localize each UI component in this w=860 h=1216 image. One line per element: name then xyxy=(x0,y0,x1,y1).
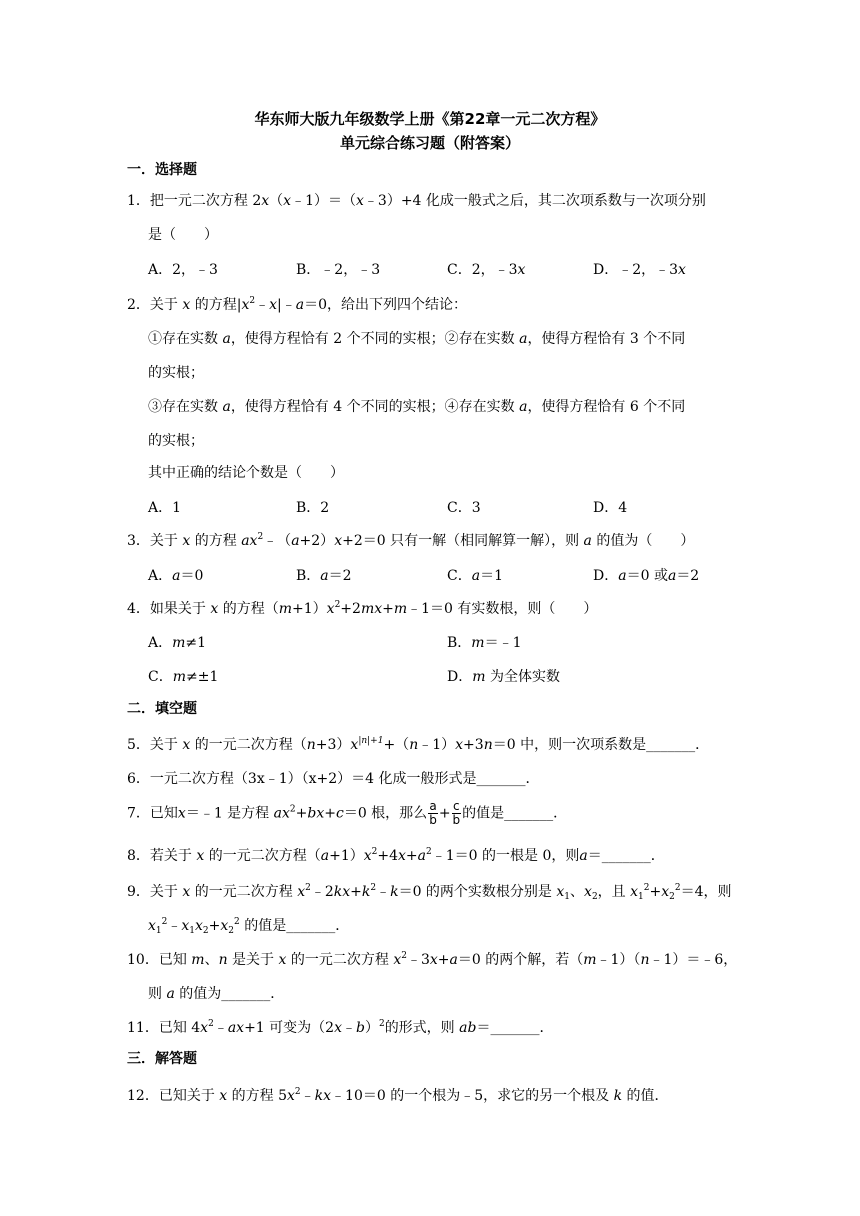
q2-option-c: C．3 xyxy=(447,500,481,516)
q10-stem: 10．已知 m、n 是关于 x 的一元二次方程 $x^2﹣3x+a=0$ 的两个解，若（m﹣1）（n﹣1）＝﹣6， xyxy=(127,951,738,968)
q2-option-a: A．1 xyxy=(148,500,182,516)
section-solve: 三．解答题 xyxy=(127,1051,197,1067)
q1-option-c: C．2，﹣3x xyxy=(447,262,526,278)
q9-stem-2: $x_1^2﹣x_1x_2+x_2^2$ 的值是_______． xyxy=(148,917,350,936)
section-choice: 一．选择题 xyxy=(127,162,197,178)
q1-option-a: A．2，﹣3 xyxy=(148,262,218,278)
q1-stem-2: 是（ ） xyxy=(148,227,218,243)
q4-option-c: C．m≠±1 xyxy=(148,669,219,685)
doc-title-line2: 单元综合练习题（附答案） xyxy=(339,134,520,152)
q2-stem: 2．关于 x 的方程$|x^2﹣x|﹣a=0$，给出下列四个结论： xyxy=(127,296,467,313)
q2-conclusion-line-2: 的实根； xyxy=(148,433,204,449)
q2-conclusion-1-2: ①存在实数 a，使得方程恰有 2 个不同的实根；②存在实数 a，使得方程恰有 3 个不同 xyxy=(148,331,686,347)
q1-option-b: B．﹣2，﹣3 xyxy=(296,262,381,278)
q4-option-a: A．m≠1 xyxy=(148,635,207,651)
q4-stem: 4．如果关于 x 的方程$(m+1)x^2+2mx+m﹣1=0$ 有实数根，则（ ） xyxy=(127,600,598,617)
q12-stem: 12．已知关于 x 的方程 $5x^2﹣kx﹣10=0$ 的一个根为﹣5，求它的另一个根及 k 的值． xyxy=(127,1087,669,1104)
q2-option-d: D．4 xyxy=(593,500,628,516)
q2-option-b: B．2 xyxy=(296,500,330,516)
q2-question: 其中正确的结论个数是（ ） xyxy=(148,465,344,481)
q3-option-c: C．a＝1 xyxy=(447,568,503,584)
fraction-a-over-b: $\frac{a}{b}$ xyxy=(429,799,437,827)
q3-stem: 3．关于 x 的方程 $ax^2﹣(a+2)x+2=0$ 只有一解（相同解算一解），则 a 的值为（ ） xyxy=(127,532,695,549)
q2-conclusion-line: 的实根； xyxy=(148,365,204,381)
q4-option-b: B．m＝﹣1 xyxy=(447,635,522,651)
q7-stem: 7．已知x＝﹣1 是方程 $ax^2+bx+c=0$ 根，那么 $\frac{a}{b}$ + $\frac{c}{b}$ 的值是_______． xyxy=(127,799,568,827)
q1-option-d: D．﹣2，﹣3x xyxy=(593,262,686,278)
q3-option-a: A．a＝0 xyxy=(148,568,204,584)
q1-stem: 1．把一元二次方程 2x（x﹣1）＝（x﹣3）+4 化成一般式之后，其二次项系数与一次项分别 xyxy=(127,193,706,209)
q3-option-b: B．a＝2 xyxy=(296,568,352,584)
q4-option-d: D．m 为全体实数 xyxy=(447,669,560,685)
q5-stem: 5．关于 x 的一元二次方程$(n+3)x^{|n|+1}+(n﹣1)x+3n=0$ 中，则一次项系数是_______． xyxy=(127,736,710,753)
q9-stem: 9．关于 x 的一元二次方程 $x^2﹣2kx+k^2﹣k=0$ 的两个实数根分别是 $x_1$、$x_2$，且 $x_1^2+x_2^2=4$，则 xyxy=(127,883,732,902)
q2-conclusion-3-4: ③存在实数 a，使得方程恰有 4 个不同的实根；④存在实数 a，使得方程恰有 6 个不同 xyxy=(148,399,686,415)
q10-stem-2: 则 a 的值为_______． xyxy=(148,986,285,1002)
q3-option-d: D．a＝0 或a＝2 xyxy=(593,568,700,584)
q8-stem: 8．若关于 x 的一元二次方程$(a+1)x^2+4x+a^2﹣1=0$ 的一根是 0，则a＝_______． xyxy=(127,847,665,864)
doc-title-line1: 华东师大版九年级数学上册《第22章一元二次方程》 xyxy=(254,110,606,128)
q6-stem: 6．一元二次方程（3x﹣1）（x+2）＝4 化成一般形式是_______． xyxy=(127,771,540,787)
section-fill-blank: 二．填空题 xyxy=(127,701,197,717)
q11-stem: 11．已知 $4x^2﹣ax+1$ 可变为（2x﹣b）$^2$的形式，则 ab＝_______． xyxy=(127,1019,554,1036)
fraction-c-over-b: $\frac{c}{b}$ xyxy=(452,799,461,827)
